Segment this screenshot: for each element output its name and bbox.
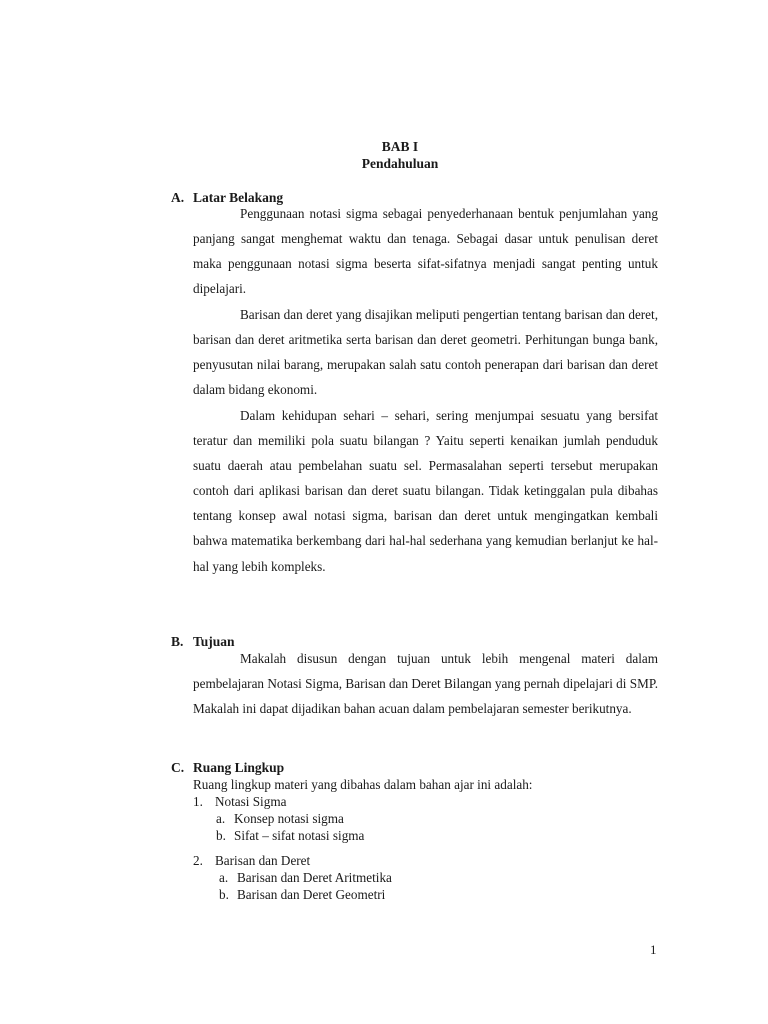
chapter-title: Pendahuluan	[361, 156, 439, 171]
sub-list-item	[216, 827, 364, 844]
ruang-lingkup-intro: Ruang lingkup materi yang dibahas dalam bahan ajar ini adalah:	[193, 777, 533, 792]
list-item	[193, 793, 286, 810]
page-number: 1	[650, 942, 657, 957]
sub-list-item	[219, 869, 392, 886]
list-item-label: Barisan dan Deret	[215, 853, 311, 868]
section-title: Tujuan	[193, 634, 235, 649]
section-letter: C.	[171, 760, 185, 775]
sub-list-item	[216, 810, 344, 827]
section-heading-ruang-lingkup	[171, 759, 284, 776]
sub-list-item-label: Barisan dan Deret Geometri	[237, 887, 386, 902]
list-item-number: 2.	[193, 853, 203, 868]
paragraph-latar-belakang-1: Penggunaan notasi sigma sebagai penyederhanaan bentuk penjumlahan yang panjang sangat menghemat waktu dan tenaga. Sebagai dasar untuk penulisan deret maka penggunaan notasi sigma beserta sifat-sifatnya menjadi sangat penting untuk dipelajari.	[193, 206, 658, 297]
sub-list-item-label: Barisan dan Deret Aritmetika	[237, 870, 392, 885]
sub-list-item-letter: a.	[216, 811, 226, 826]
sub-list-item-letter: b.	[216, 828, 226, 843]
sub-list-item-label: Konsep notasi sigma	[234, 811, 344, 826]
section-letter: B.	[171, 634, 184, 649]
paragraph-tujuan: Makalah disusun dengan tujuan untuk lebih mengenal materi dalam pembelajaran Notasi Sigma, Barisan dan Deret Bilangan yang pernah dipelajari di SMP. Makalah ini dapat dijadikan bahan acuan dalam pembelajaran semester berikutnya.	[193, 651, 658, 717]
list-item-label: Notasi Sigma	[215, 794, 287, 809]
sub-list-item-label: Sifat – sifat notasi sigma	[234, 828, 365, 843]
paragraph-latar-belakang-3: Dalam kehidupan sehari – sehari, sering menjumpai sesuatu yang bersifat teratur dan memiliki pola suatu bilangan ? Yaitu seperti kenaikan jumlah penduduk suatu daerah atau pembelahan suatu sel. Permasalahan seperti tersebut merupakan contoh dari aplikasi barisan dan deret suatu bilangan. Tidak ketinggalan pula dibahas tentang konsep awal notasi sigma, barisan dan deret untuk mengingatkan kembali bahwa matematika berkembang dari hal-hal sederhana yang kemudian berlanjut ke hal-hal yang lebih kompleks.	[193, 408, 658, 574]
section-letter: A.	[171, 190, 185, 205]
section-title: Latar Belakang	[193, 190, 284, 205]
chapter-number: BAB I	[381, 139, 419, 154]
section-title: Ruang Lingkup	[193, 760, 285, 775]
sub-list-item-letter: b.	[219, 887, 229, 902]
sub-list-item-letter: a.	[219, 870, 229, 885]
paragraph-latar-belakang-2: Barisan dan deret yang disajikan meliputi pengertian tentang barisan dan deret, barisan dan deret aritmetika serta barisan dan deret geometri. Perhitungan bunga bank, penyusutan nilai barang, merupakan salah satu contoh penerapan dari barisan dan deret dalam bidang ekonomi.	[193, 307, 658, 398]
list-item-number: 1.	[193, 794, 203, 809]
sub-list-item	[219, 886, 385, 903]
list-item	[193, 852, 310, 869]
